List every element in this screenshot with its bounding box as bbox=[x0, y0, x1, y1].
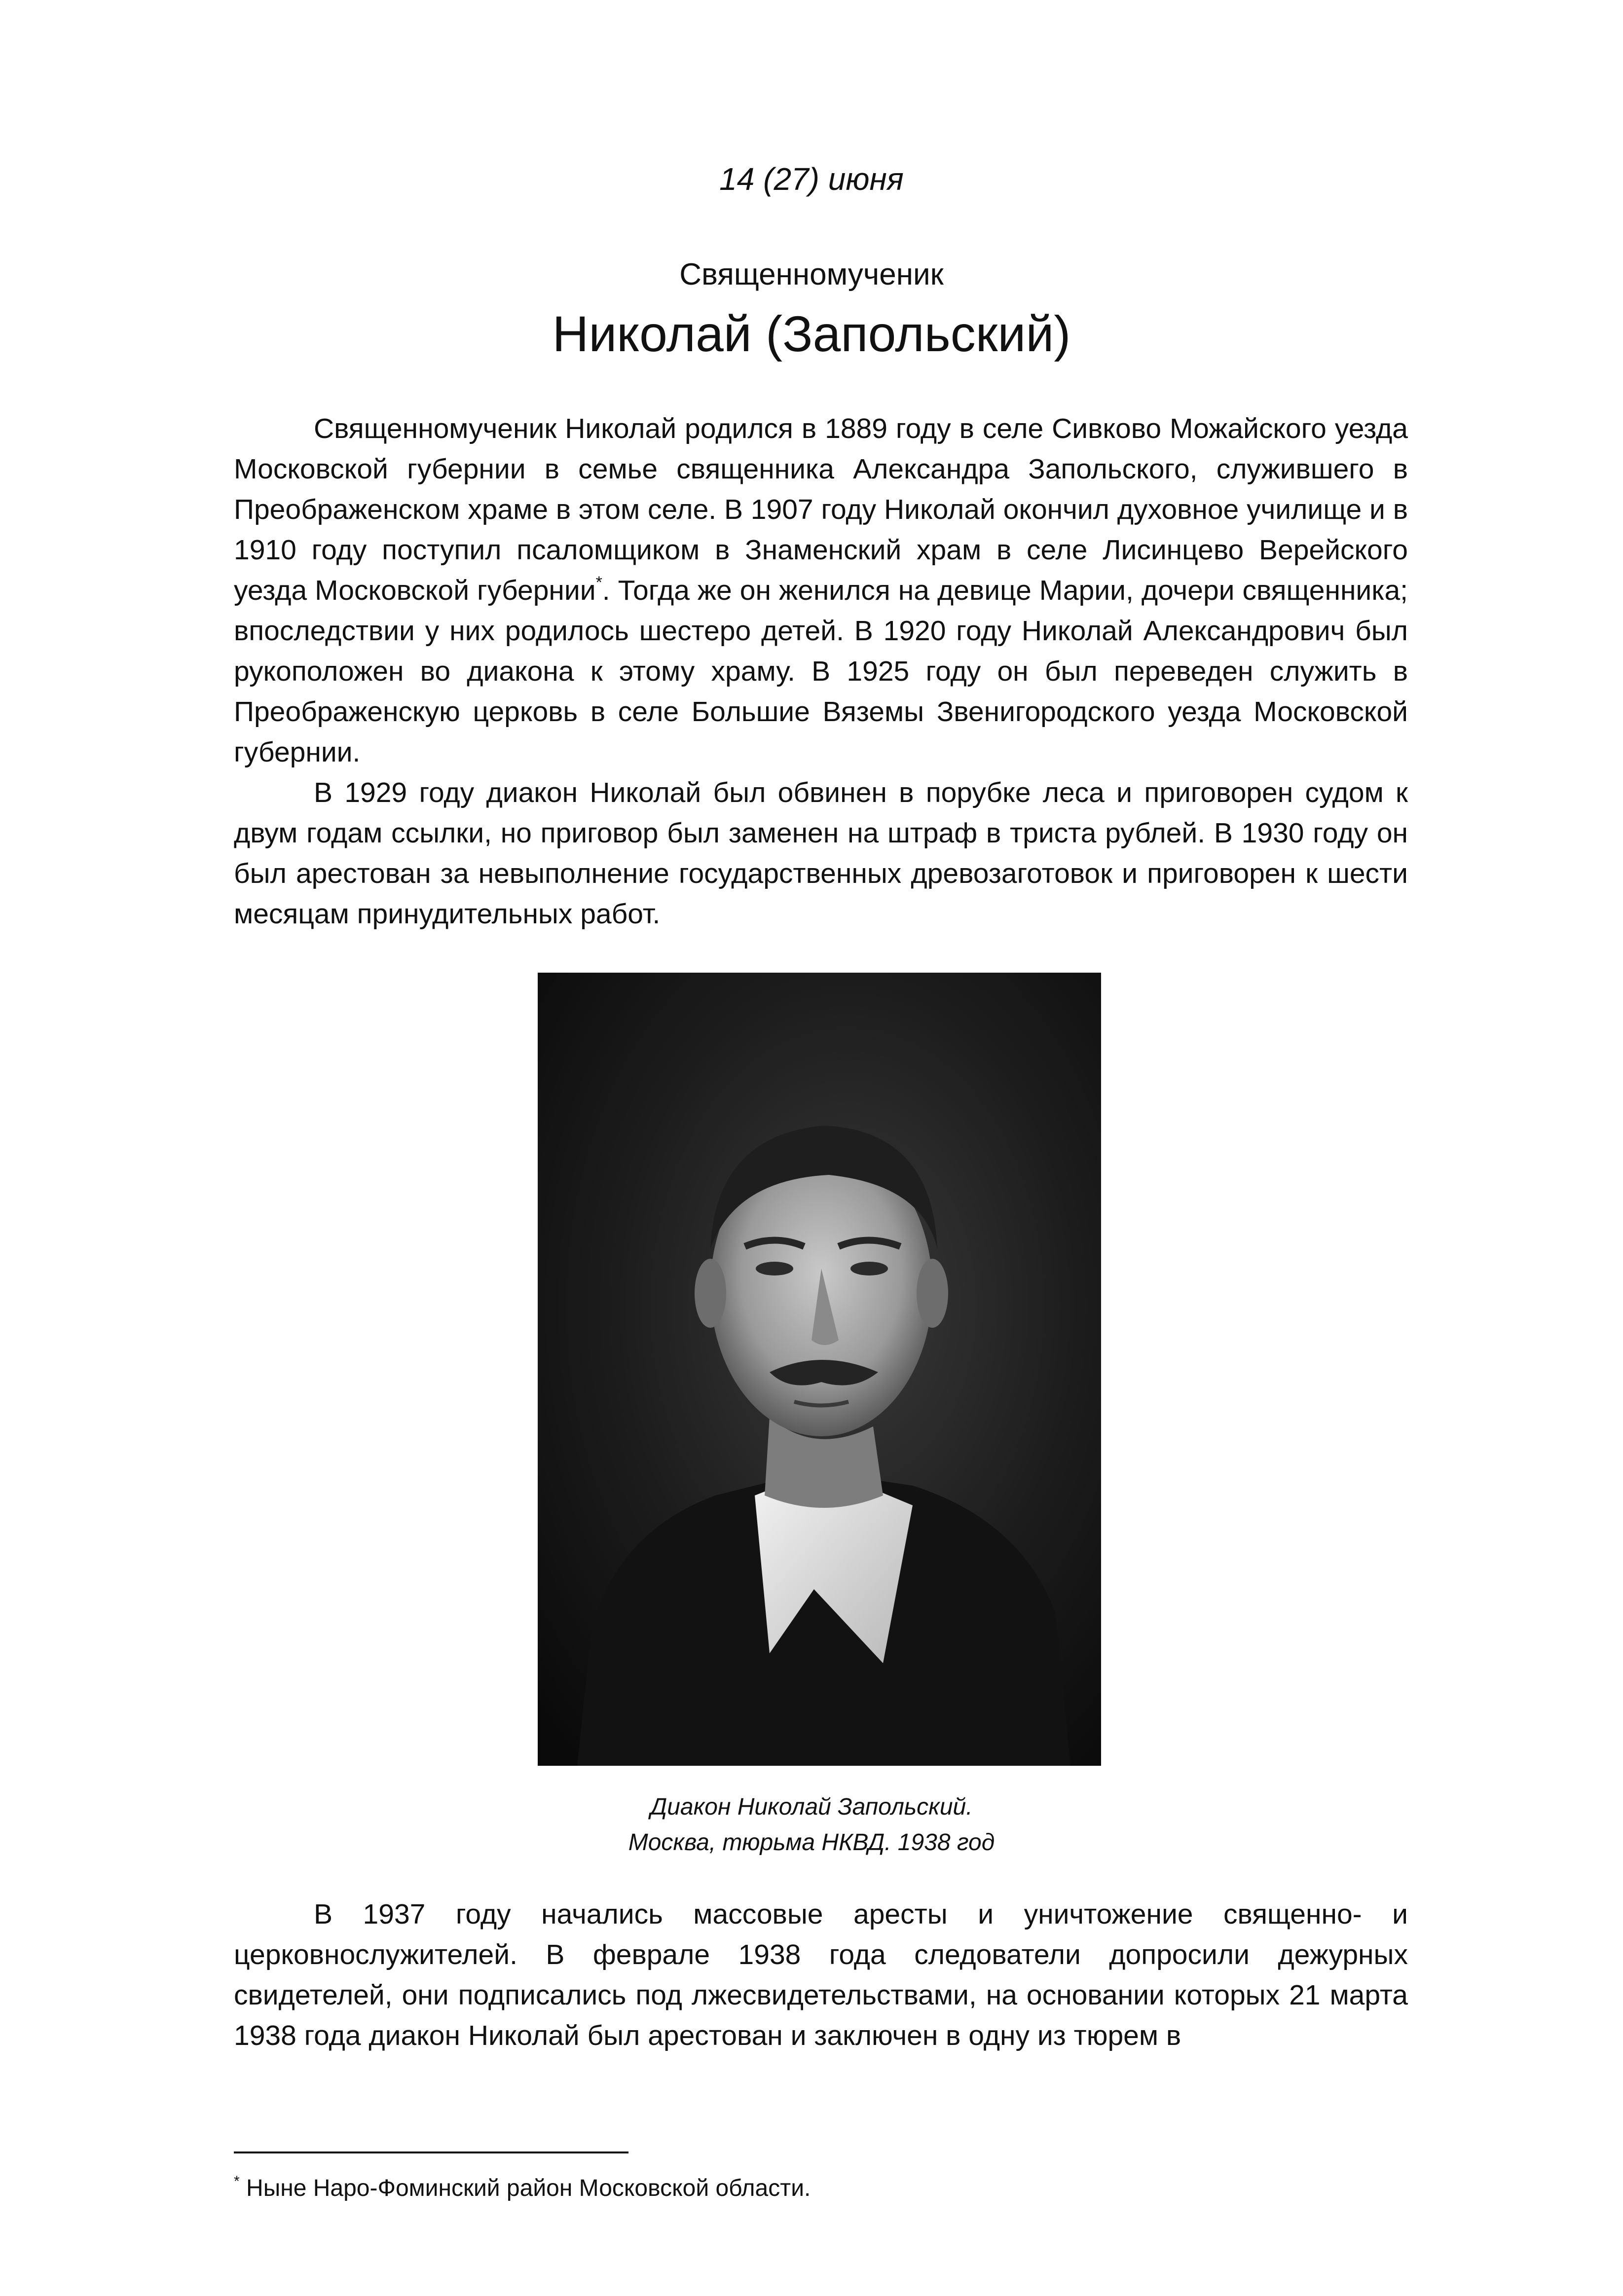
paragraph-3: В 1937 году начались массовые аресты и уничтожение священно- и церковнослужителей. В феврале 1938 года следователи допросили дежурных свидетелей, они подписались под лжесвидетельствами, на основании которых 21 марта 1938 года диакон Николай был арестован и заключен в одну из тюрем в bbox=[234, 1898, 1408, 2051]
biography-text-bottom bbox=[234, 1894, 1408, 2056]
portrait-photo bbox=[538, 973, 1101, 1766]
saint-rank: Священномученик bbox=[679, 257, 944, 292]
paragraph-1-part-b: . Тогда же он женился на девице Марии, дочери священника; впоследствии у них родилось шестеро детей. В 1920 году Николай Александрович был рукоположен во диакона к этому храму. В 1925 году он был переведен служить в Преображенскую церковь в селе Большие Вяземы Звенигородского уезда Московской губернии. bbox=[234, 575, 1408, 768]
paragraph-2: В 1929 году диакон Николай был обвинен в порубке леса и приговорен судом к двум годам ссылки, но приговор был заменен на штраф в триста рублей. В 1930 году он был арестован за невыполнение государственных древозаготовок и приговорен к шести месяцам принудительных работ. bbox=[234, 777, 1408, 930]
paragraph-1 bbox=[234, 408, 1408, 772]
biography-text-top bbox=[234, 408, 1408, 934]
footnote-separator bbox=[234, 2151, 628, 2153]
paragraph-1-part-a: Священномученик Николай родился в 1889 году в селе Сивково Можайского уезда Московской губернии в семье священника Александра Запольского, служившего в Преображенском храме в этом селе. В 1907 году Николай окончил духовное училище и в 1910 году поступил псаломщиком в Знаменский храм в селе Лисинцево Верейского уезда Московской губернии bbox=[234, 413, 1408, 606]
caption-line-1: Диакон Николай Запольский. bbox=[650, 1794, 973, 1820]
footnote-mark: * bbox=[234, 2173, 240, 2189]
footnote-reference-mark[interactable]: * bbox=[595, 573, 602, 592]
footnote-text: Ныне Наро-Фоминский район Московской области. bbox=[239, 2175, 811, 2201]
saint-name-title: Николай (Запольский) bbox=[552, 306, 1071, 362]
footnote bbox=[234, 2171, 811, 2206]
photo-caption bbox=[0, 1789, 1623, 1860]
date-heading: 14 (27) июня bbox=[719, 161, 904, 197]
caption-line-2: Москва, тюрьма НКВД. 1938 год bbox=[628, 1829, 995, 1856]
